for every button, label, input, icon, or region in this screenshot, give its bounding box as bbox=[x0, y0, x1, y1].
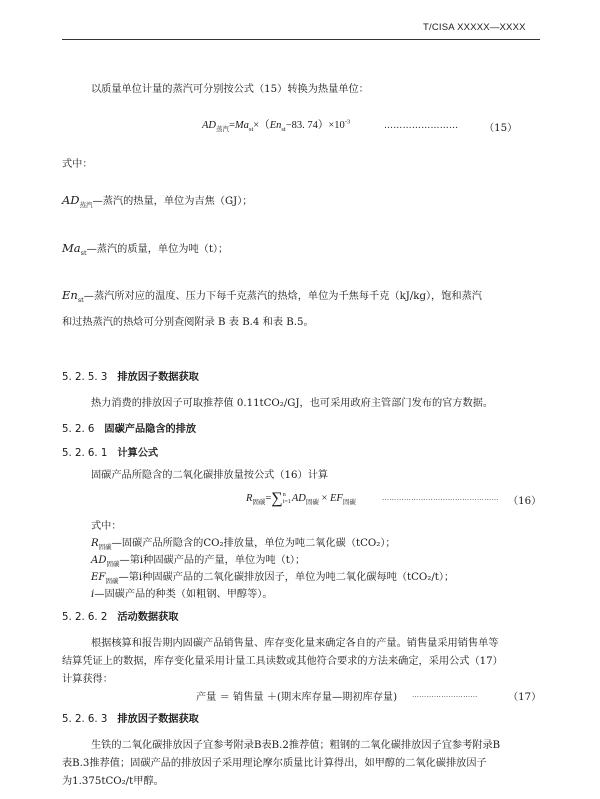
formula-15-leader: …………………… bbox=[384, 121, 459, 131]
where-label-2: 式中： bbox=[91, 521, 122, 532]
formula-15-number: （15） bbox=[484, 123, 518, 134]
formula-17: 产量 ＝ 销售量 ＋(期末库存量—期初库存量) bbox=[196, 692, 398, 703]
definition-ef-fixed-carbon: $EF_{固碳}—$第i种固碳产品的二氧化碳排放因子，单位为吨二氧化碳每吨（tCO₂/t）； bbox=[91, 572, 455, 586]
formula-17-leader: ……………………… bbox=[412, 691, 478, 699]
section-5-2-6-2-heading: 5. 2. 6. 2 活动数据获取 bbox=[62, 612, 179, 623]
definition-i-product-type: i—固碳产品的种类（如粗钢、甲醇等）。 bbox=[91, 589, 273, 600]
section-5-2-6-2-line-2: 结算凭证上的数据，库存变化量采用计量工具读数或其他符合要求的方法来确定，采用公式（17） bbox=[62, 656, 503, 667]
definition-ad-fixed-carbon: $AD_{固碳}—$第i种固碳产品的产量，单位为吨（t）； bbox=[91, 555, 306, 569]
section-5-2-6-2-line-3: 计算获得： bbox=[62, 674, 113, 685]
section-5-2-6-2-line-1: 根据核算和报告期内固碳产品销售量、库存变化量来确定各自的产量。销售量采用销售单等 bbox=[91, 638, 499, 649]
section-5-2-5-3-heading: 5. 2. 5. 3 排放因子数据获取 bbox=[62, 372, 199, 383]
section-5-2-5-3-paragraph: 热力消费的排放因子可取推荐值 0.11tCO₂/GJ，也可采用政府主管部门发布的官方数据。 bbox=[91, 398, 494, 409]
section-5-2-6-3-line-1: 生铁的二氧化碳排放因子宜参考附录B表B.2推荐值；粗钢的二氧化碳排放因子宜参考附录B bbox=[91, 740, 501, 751]
formula-16-leader: ………………………………………… bbox=[382, 494, 499, 502]
section-5-2-6-3-line-3: 为1.375tCO₂/t甲醇。 bbox=[62, 776, 164, 787]
section-5-2-6-3-heading: 5. 2. 6. 3 排放因子数据获取 bbox=[62, 714, 199, 725]
document-code: T/CISA XXXXX—XXXX bbox=[423, 22, 526, 33]
intro-paragraph: 以质量单位计量的蒸汽可分别按公式（15）转换为热量单位： bbox=[91, 84, 369, 95]
definition-en-steam-continued: 和过热蒸汽的热焓可分别查阅附录 B 表 B.4 和表 B.5。 bbox=[62, 317, 314, 328]
definition-en-steam: $En_{st}—$蒸汽所对应的温度、压力下每千克蒸汽的热焓，单位为千焦每千克（kJ/kg），饱和蒸汽 bbox=[62, 288, 482, 305]
formula-16: $R_{固碳}=\sum n$ $i=1AD_{固碳} \times EF_{固碳}$ bbox=[246, 490, 356, 507]
section-5-2-6-1-heading: 5. 2. 6. 1 计算公式 bbox=[62, 448, 159, 459]
definition-ma-steam: $Ma_{st}—$蒸汽的质量，单位为吨（t）； bbox=[62, 241, 229, 258]
definition-r-fixed-carbon: $R_{固碳}—$固碳产品所隐含的CO₂排放量，单位为吨二氧化碳（tCO₂）； bbox=[91, 538, 396, 552]
where-label: 式中： bbox=[62, 159, 93, 170]
formula-17-number: （17） bbox=[508, 692, 542, 703]
header-rule bbox=[62, 39, 540, 40]
formula-15: $AD_{蒸汽}=Ma_{st}\times(En_{st}-83$. $74)\times 10^{-3}$ bbox=[202, 118, 351, 134]
definition-ad-steam: $AD_{蒸汽}—$蒸汽的热量，单位为吉焦（GJ）； bbox=[62, 193, 253, 210]
section-5-2-6-heading: 5. 2. 6 固碳产品隐含的排放 bbox=[62, 424, 197, 435]
section-5-2-6-1-paragraph: 固碳产品所隐含的二氧化碳排放量按公式（16）计算 bbox=[91, 470, 329, 481]
section-5-2-6-3-line-2: 表B.3推荐值；固碳产品的排放因子采用理论摩尔质量比计算得出，如甲醇的二氧化碳排放因子 bbox=[62, 758, 487, 769]
formula-16-number: （16） bbox=[508, 496, 542, 507]
